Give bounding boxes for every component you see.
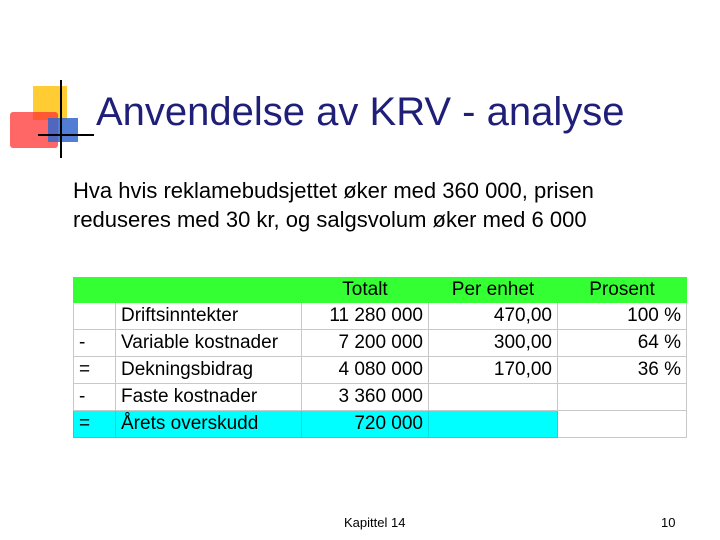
row-sign: = xyxy=(74,411,116,438)
table-row xyxy=(74,357,687,384)
row-total: 11 280 000 xyxy=(302,303,429,330)
row-per-unit: 470,00 xyxy=(429,303,558,330)
row-label: Dekningsbidrag xyxy=(116,357,302,384)
logo-horizontal-line xyxy=(38,134,94,136)
row-label: Faste kostnader xyxy=(116,384,302,411)
krv-analysis-table xyxy=(73,277,687,438)
logo-vertical-line xyxy=(60,80,62,158)
header-cell-percent: Prosent xyxy=(558,278,687,303)
footer-page-number: 10 xyxy=(661,515,676,530)
row-percent: 100 % xyxy=(558,303,687,330)
slide-body-text: Hva hvis reklamebudsjettet øker med 360 000, prisen reduseres med 30 kr, og salgsvolum øker med 6 000 xyxy=(73,178,594,232)
row-per-unit: 300,00 xyxy=(429,330,558,357)
row-per-unit xyxy=(429,411,558,438)
row-sign xyxy=(74,303,116,330)
header-cell-sign xyxy=(74,278,116,303)
table-row xyxy=(74,303,687,330)
row-label: Driftsinntekter xyxy=(116,303,302,330)
row-percent xyxy=(558,411,687,438)
logo-blue-square xyxy=(48,118,78,142)
header-cell-total: Totalt xyxy=(302,278,429,303)
row-sign: = xyxy=(74,357,116,384)
row-percent xyxy=(558,384,687,411)
row-total: 7 200 000 xyxy=(302,330,429,357)
row-total: 720 000 xyxy=(302,411,429,438)
table-row-highlighted xyxy=(74,411,687,438)
row-per-unit: 170,00 xyxy=(429,357,558,384)
row-total: 4 080 000 xyxy=(302,357,429,384)
row-percent: 36 % xyxy=(558,357,687,384)
row-label: Årets overskudd xyxy=(116,411,302,438)
slide-logo xyxy=(0,0,110,170)
table-row xyxy=(74,330,687,357)
row-sign: - xyxy=(74,384,116,411)
row-sign: - xyxy=(74,330,116,357)
row-per-unit xyxy=(429,384,558,411)
row-percent: 64 % xyxy=(558,330,687,357)
row-total: 3 360 000 xyxy=(302,384,429,411)
slide-title: Anvendelse av KRV - analyse xyxy=(96,90,625,134)
footer-chapter: Kapittel 14 xyxy=(344,515,406,530)
table-header-row xyxy=(74,278,687,303)
table-row xyxy=(74,384,687,411)
header-cell-label xyxy=(116,278,302,303)
row-label: Variable kostnader xyxy=(116,330,302,357)
header-cell-per-unit: Per enhet xyxy=(429,278,558,303)
